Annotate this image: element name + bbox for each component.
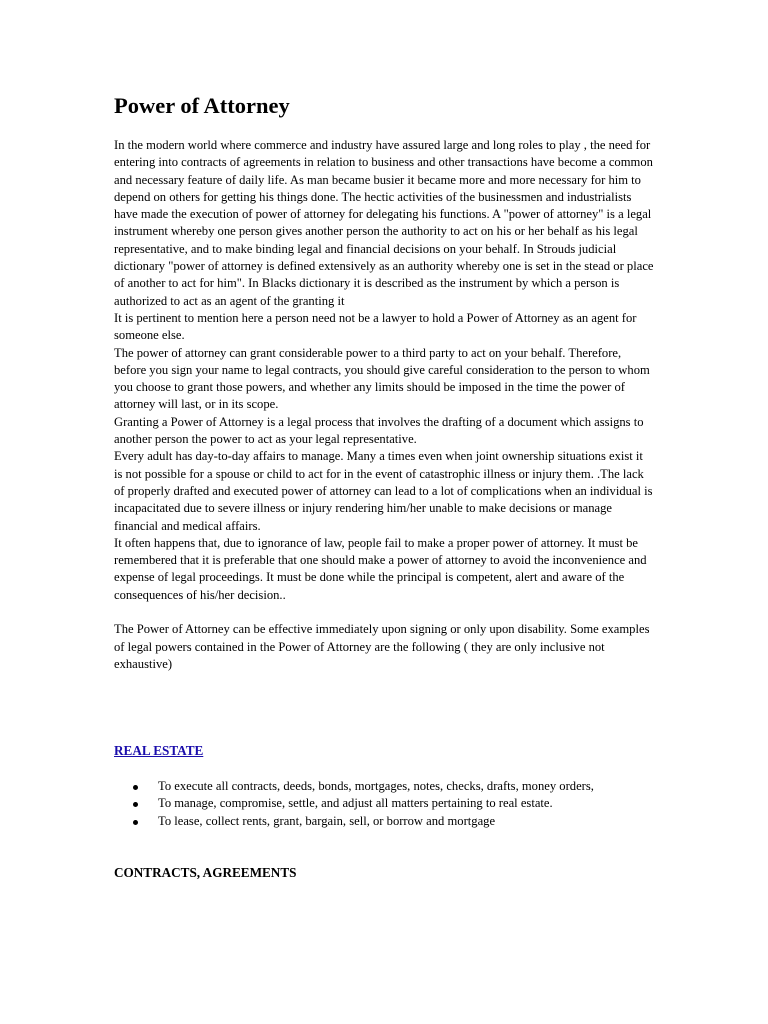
real-estate-list [114, 778, 654, 830]
paragraph-granting: Granting a Power of Attorney is a legal process that involves the drafting of a document which assigns to another person the power to act as your legal representative. [114, 414, 644, 447]
document-title: Power of Attorney [114, 93, 290, 118]
paragraph-agent: It is pertinent to mention here a person need not be a lawyer to hold a Power of Attorney as an agent for someone else. [114, 310, 637, 343]
paragraph-introduction: In the modern world where commerce and industry have assured large and long roles to play , the need for entering into contracts of agreements in relation to business and other transactions have become a common and necessary feature of daily life. As man became busier it became more and more necessary for him to depend on others for getting his things done. The hectic activities of the businessmen and industrialists have made the execution of power of attorney for delegating his functions. A "power of attorney" is a legal instrument whereby one person gives another person the authority to act on his or her behalf as his legal representative, and to make binding legal and financial decisions on your behalf. In Strouds judicial dictionary "power of attorney is defined extensively as an authority whereby one is set in the stead or place of another to act for him". In Blacks dictionary it is described as the instrument by which a person is authorized to act as an agent of the granting it [114, 138, 654, 308]
paragraph-ignorance-of-law: It often happens that, due to ignorance of law, people fail to make a proper power of attorney. It must be remembered that it is preferable that one should make a power of attorney to avoid the inconvenience and expense of legal proceedings. It must be done while the principal is competent, alert and aware of the consequences of his/her decision.. [114, 535, 647, 602]
contracts-heading: CONTRACTS, AGREEMENTS [114, 865, 297, 880]
document-body [114, 137, 654, 673]
bullet-icon [133, 785, 138, 790]
real-estate-link[interactable]: REAL ESTATE [114, 743, 204, 758]
paragraph-third-party: The power of attorney can grant considerable power to a third party to act on your behalf. Therefore, before you sign your name to legal contracts, you should give careful consideration to the person to whom you choose to grant those powers, and whether any limits should be imposed in the time the power of attorney will last, or in its scope. [114, 345, 650, 412]
paragraph-daily-affairs: Every adult has day-to-day affairs to manage. Many a times even when joint ownership situations exist it is not possible for a spouse or child to act for in the event of catastrophic illness or injury them. .The lack of properly drafted and executed power of attorney can lead to a lot of complications when an individual is incapacitated due to severe illness or injury rendering him/her unable to make decisions or manage financial and medical affairs. [114, 449, 653, 533]
bullet-icon [133, 820, 138, 825]
list-item [158, 813, 654, 830]
list-item [158, 795, 654, 812]
paragraph-effective: The Power of Attorney can be effective immediately upon signing or only upon disability. Some examples of legal powers contained in the Power of Attorney are the following ( they are only inclusive not exhaustive) [114, 622, 650, 671]
bullet-icon [133, 802, 138, 807]
list-item-text: To lease, collect rents, grant, bargain, sell, or borrow and mortgage [158, 813, 496, 828]
list-item-text: To manage, compromise, settle, and adjust all matters pertaining to real estate. [158, 796, 553, 811]
list-item [158, 778, 654, 795]
list-item-text: To execute all contracts, deeds, bonds, mortgages, notes, checks, drafts, money orders, [158, 779, 594, 793]
